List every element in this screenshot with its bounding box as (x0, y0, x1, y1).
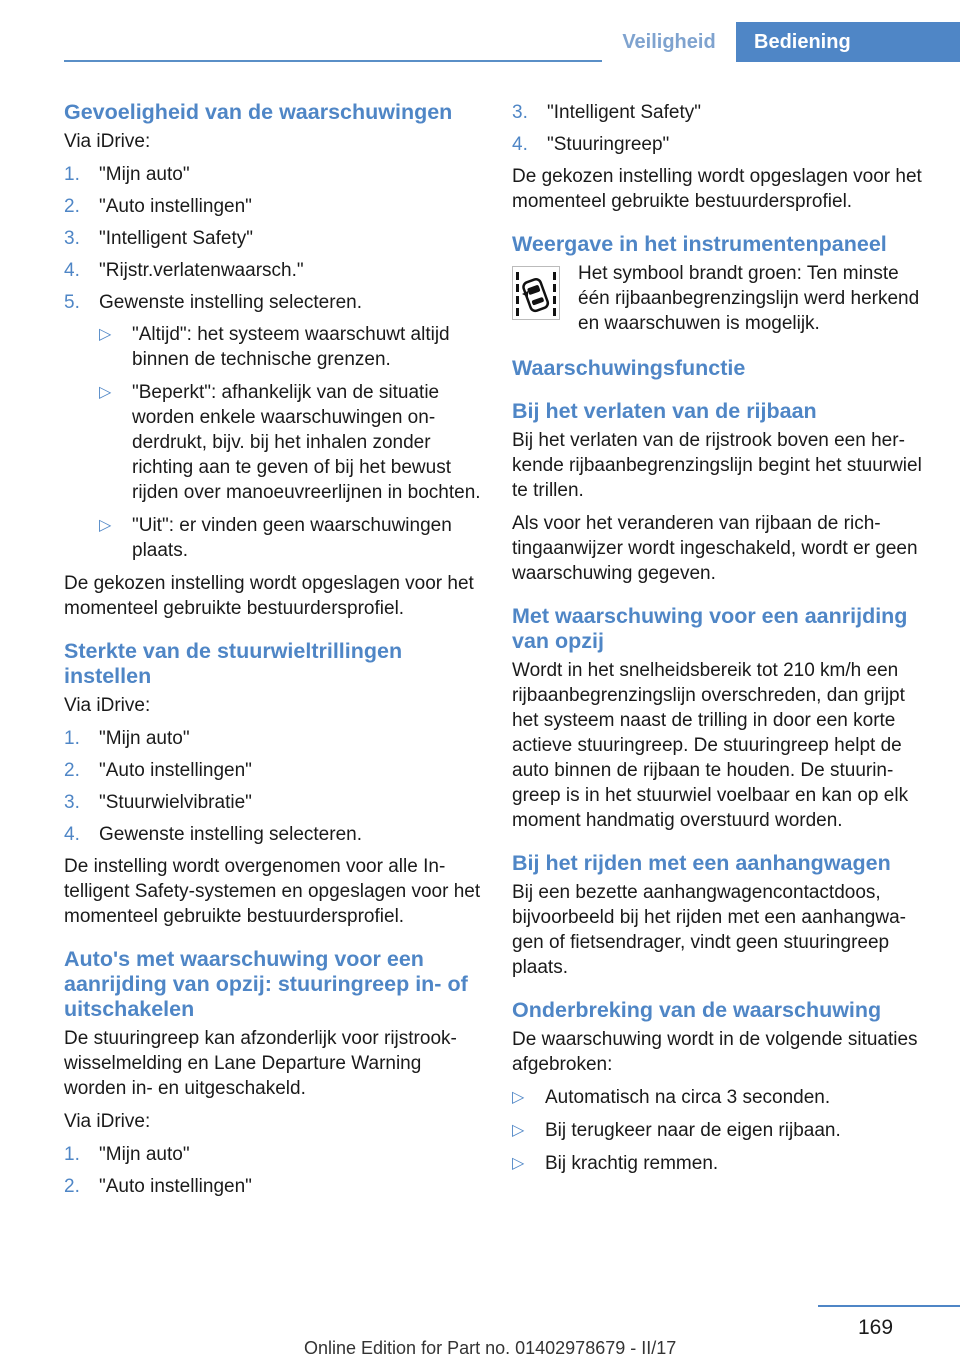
symbol-description: Het symbool brandt groen: Ten minste één rijbaanbegrenzingslijn werd herkend en waarschuwen is mogelijk. (578, 263, 920, 334)
page-number: 169 (858, 1316, 894, 1339)
bullet-item: ▷ "Uit": er vinden geen waarschuwingen plaats. (99, 515, 452, 561)
steps-list-3 (64, 1142, 482, 1199)
bullet-item: ▷ Automatisch na circa 3 seconden. (512, 1087, 831, 1108)
bullet-item: ▷ Bij terugkeer naar de eigen rijbaan. (512, 1120, 841, 1141)
paragraph-onderbreking: De waarschuwing wordt in de volgende situaties afgebroken: (512, 1029, 918, 1075)
edition-footer: Online Edition for Part no. 01402978679 - II/17 (304, 1338, 677, 1358)
list-item: 1. "Mijn auto" (64, 728, 190, 749)
triangle-bullet-icon: ▷ (512, 1089, 525, 1106)
heading-onderbreking: Onderbreking van de waarschuwing (512, 998, 882, 1022)
list-item: 3. "Stuurwielvibratie" (64, 792, 252, 813)
heading-weergave: Weergave in het instrumentenpaneel (512, 232, 887, 256)
list-item: 4. "Stuuringreep" (512, 134, 670, 155)
onderbreking-bullets (512, 1085, 930, 1176)
triangle-bullet-icon: ▷ (99, 384, 112, 401)
section-tab-bediening[interactable]: Bediening (736, 22, 960, 62)
triangle-bullet-icon: ▷ (99, 517, 112, 534)
list-item: 3. "Intelligent Safety" (512, 102, 701, 123)
heading-sterkte: Sterkte van de stuurwieltrillingen instellen (64, 639, 403, 688)
steps-list-2 (64, 726, 482, 847)
list-item: 4. "Rijstr.verlatenwaarsch." (64, 260, 304, 281)
via-idrive-1: Via iDrive: (64, 131, 151, 152)
option-bullets (99, 322, 482, 563)
list-item: 1. "Mijn auto" (64, 164, 190, 185)
paragraph-saved: De gekozen instelling wordt opgeslagen voor het momenteel gebruikte bestuurdersprofiel. (64, 573, 474, 619)
list-item: 2. "Auto instellingen" (64, 196, 252, 217)
triangle-bullet-icon: ▷ (512, 1122, 525, 1139)
symbol-row (512, 261, 930, 336)
paragraph-verlaten-1: Bij het verlaten van de rijstrook boven een herkende rijbaanbegrenzingslijn begint het stuurwiel te trillen. (512, 430, 922, 501)
heading-waarschuwingsfunctie: Waarschuwingsfunctie (512, 356, 746, 380)
heading-gevoeligheid: Gevoeligheid van de waarschuwingen (64, 100, 453, 124)
via-idrive-2: Via iDrive: (64, 695, 151, 716)
list-item: 1. "Mijn auto" (64, 1144, 190, 1165)
bullet-item: ▷ "Altijd": het systeem waarschuwt altijd binnen de technische grenzen. (99, 324, 450, 370)
footer-rule (818, 1305, 960, 1307)
list-item: 4. Gewenste instelling selecteren. (64, 824, 362, 845)
steps-list-1 (64, 162, 482, 315)
triangle-bullet-icon: ▷ (512, 1155, 525, 1172)
paragraph-saved-2: De gekozen instelling wordt opgeslagen voor het momenteel gebruikte bestuurdersprofiel. (512, 166, 922, 212)
paragraph-opzij: Wordt in het snelheidsbereik tot 210 km/h een rijbaanbegrenzingslijn overschreden, dan grijpt het systeem naast de trilling in door een korte actieve stuuringreep. De stuuringreep helpt de auto binnen de rijbaan te houden. De stuuringreep is in het stuurwiel voelbaar en kan op elk moment handmatig overstuurd worden. (512, 660, 909, 831)
via-idrive-3: Via iDrive: (64, 1111, 151, 1132)
heading-opzij: Met waarschuwing voor een aanrijding van opzij (512, 604, 908, 653)
bullet-item: ▷ "Beperkt": afhankelijk van de situatie worden enkele waarschuwingen onderdrukt, bijv. bij het inhalen zonder richting aan te geven of bij het bewust rijden over manoeuvreerlijnen in bochten. (99, 382, 481, 503)
bullet-item: ▷ Bij krachtig remmen. (512, 1153, 719, 1174)
paragraph-aanhangwagen: Bij een bezette aanhangwagencontactdoos, bijvoorbeeld bij het rijden met een aanhangwagen of fietsendrager, vindt geen stuuringreep plaats. (512, 882, 906, 978)
right-column (512, 100, 930, 1184)
paragraph-stuuringreep: De stuuringreep kan afzonderlijk voor rijstrookwisselmelding en Lane Departure Warning worden in- en uitgeschakeld. (64, 1028, 457, 1099)
paragraph-verlaten-2: Als voor het veranderen van rijbaan de richtingaanwijzer wordt ingeschakeld, wordt er geen waarschuwing gegeven. (512, 513, 918, 584)
section-tab-veiligheid[interactable]: Veiligheid (602, 22, 736, 62)
paragraph-overgenomen: De instelling wordt overgenomen voor alle Intelligent Safety-systemen en opgeslagen voor het momenteel gebruikte bestuurdersprofiel. (64, 856, 481, 927)
heading-aanhangwagen: Bij het rijden met een aanhangwagen (512, 851, 891, 875)
triangle-bullet-icon: ▷ (99, 326, 112, 343)
list-item: 2. "Auto instellingen" (64, 760, 252, 781)
heading-verlaten: Bij het verlaten van de rijbaan (512, 399, 817, 423)
list-item: 5. Gewenste instelling selecteren. (64, 292, 362, 313)
heading-autos-opzij: Auto's met waarschuwing voor een aanrijding van opzij: stuuringreep in- of uitschakelen (64, 947, 468, 1021)
lane-departure-warning-icon (512, 266, 560, 320)
steps-list-continued (512, 100, 930, 157)
list-item: 2. "Auto instellingen" (64, 1176, 252, 1197)
list-item: 3. "Intelligent Safety" (64, 228, 253, 249)
left-column (64, 100, 482, 1206)
